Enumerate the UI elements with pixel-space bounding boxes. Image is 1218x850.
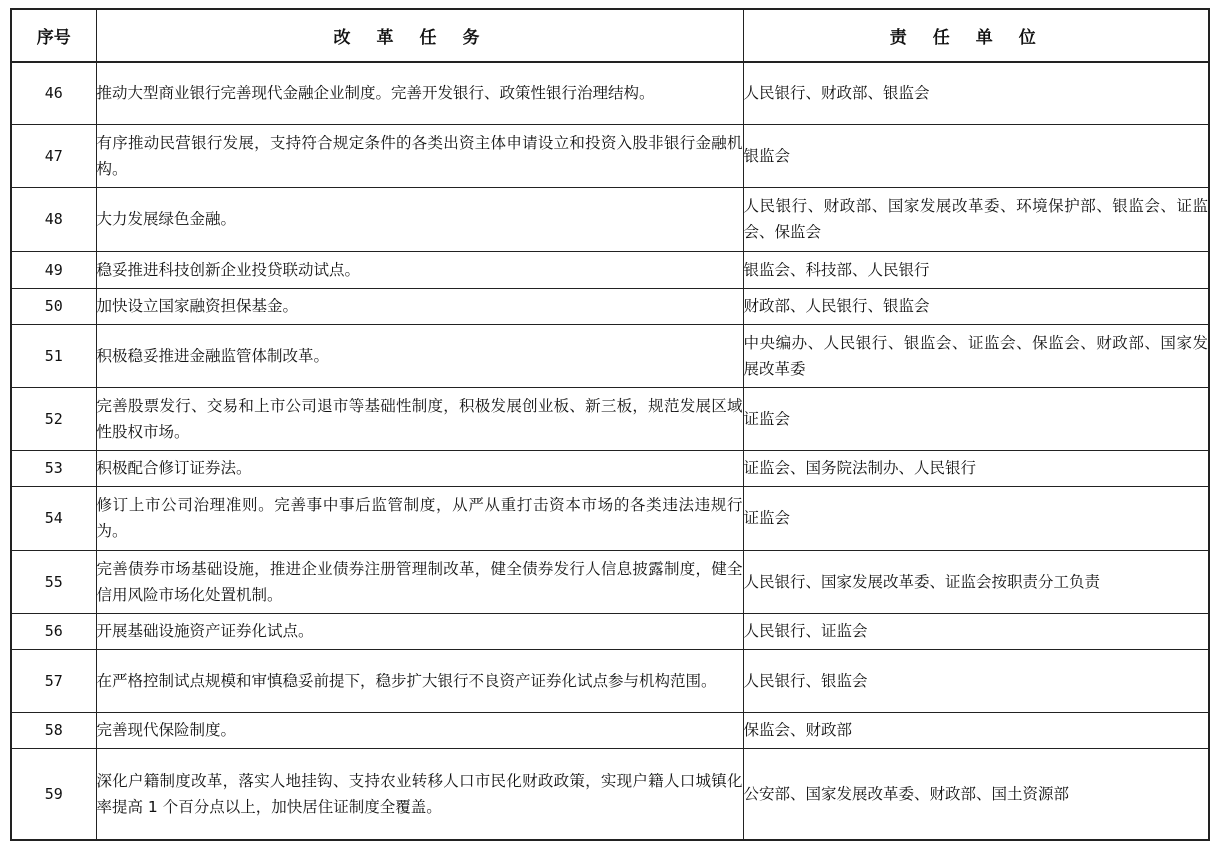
table-row — [11, 324, 1209, 387]
row-unit: 人民银行、财政部、银监会 — [743, 62, 1209, 124]
row-number: 47 — [11, 124, 96, 187]
table-row — [11, 450, 1209, 486]
table-row — [11, 712, 1209, 748]
row-task: 在严格控制试点规模和审慎稳妥前提下，稳步扩大银行不良资产证券化试点参与机构范围。 — [96, 649, 743, 712]
table-row — [11, 288, 1209, 324]
row-task: 完善现代保险制度。 — [96, 712, 743, 748]
table-row — [11, 251, 1209, 288]
row-number: 59 — [11, 748, 96, 840]
row-unit: 人民银行、财政部、国家发展改革委、环境保护部、银监会、证监会、保监会 — [743, 187, 1209, 251]
table-row — [11, 550, 1209, 613]
header-number: 序号 — [11, 9, 96, 62]
row-task: 深化户籍制度改革，落实人地挂钩、支持农业转移人口市民化财政政策，实现户籍人口城镇化率提高 1 个百分点以上，加快居住证制度全覆盖。 — [96, 748, 743, 840]
row-unit: 银监会 — [743, 124, 1209, 187]
table-row — [11, 748, 1209, 840]
table-row — [11, 62, 1209, 124]
reform-task-table — [10, 8, 1210, 841]
row-unit: 证监会、国务院法制办、人民银行 — [743, 450, 1209, 486]
row-task: 修订上市公司治理准则。完善事中事后监管制度，从严从重打击资本市场的各类违法违规行为。 — [96, 486, 743, 550]
document-page — [10, 8, 1208, 846]
row-unit: 银监会、科技部、人民银行 — [743, 251, 1209, 288]
table-row — [11, 187, 1209, 251]
row-task: 推动大型商业银行完善现代金融企业制度。完善开发银行、政策性银行治理结构。 — [96, 62, 743, 124]
header-task: 改革任务 — [96, 9, 743, 62]
row-task: 大力发展绿色金融。 — [96, 187, 743, 251]
row-task: 开展基础设施资产证券化试点。 — [96, 613, 743, 649]
header-unit: 责任单位 — [743, 9, 1209, 62]
row-task: 完善债券市场基础设施，推进企业债券注册管理制改革，健全债券发行人信息披露制度，健全信用风险市场化处置机制。 — [96, 550, 743, 613]
row-task: 加快设立国家融资担保基金。 — [96, 288, 743, 324]
row-number: 56 — [11, 613, 96, 649]
row-unit: 公安部、国家发展改革委、财政部、国土资源部 — [743, 748, 1209, 840]
row-number: 54 — [11, 486, 96, 550]
row-unit: 证监会 — [743, 387, 1209, 450]
row-task: 稳妥推进科技创新企业投贷联动试点。 — [96, 251, 743, 288]
row-unit: 中央编办、人民银行、银监会、证监会、保监会、财政部、国家发展改革委 — [743, 324, 1209, 387]
row-number: 58 — [11, 712, 96, 748]
row-number: 55 — [11, 550, 96, 613]
table-row — [11, 486, 1209, 550]
row-number: 49 — [11, 251, 96, 288]
row-unit: 保监会、财政部 — [743, 712, 1209, 748]
row-task: 有序推动民营银行发展，支持符合规定条件的各类出资主体申请设立和投资入股非银行金融机构。 — [96, 124, 743, 187]
row-task: 积极稳妥推进金融监管体制改革。 — [96, 324, 743, 387]
table-row — [11, 649, 1209, 712]
row-number: 51 — [11, 324, 96, 387]
table-header-row — [11, 9, 1209, 62]
row-number: 46 — [11, 62, 96, 124]
row-task: 积极配合修订证券法。 — [96, 450, 743, 486]
row-unit: 证监会 — [743, 486, 1209, 550]
row-number: 48 — [11, 187, 96, 251]
row-number: 57 — [11, 649, 96, 712]
table-row — [11, 124, 1209, 187]
table-row — [11, 613, 1209, 649]
row-unit: 人民银行、银监会 — [743, 649, 1209, 712]
row-number: 53 — [11, 450, 96, 486]
row-number: 50 — [11, 288, 96, 324]
row-unit: 人民银行、国家发展改革委、证监会按职责分工负责 — [743, 550, 1209, 613]
table-row — [11, 387, 1209, 450]
row-unit: 财政部、人民银行、银监会 — [743, 288, 1209, 324]
row-unit: 人民银行、证监会 — [743, 613, 1209, 649]
row-task: 完善股票发行、交易和上市公司退市等基础性制度，积极发展创业板、新三板，规范发展区域性股权市场。 — [96, 387, 743, 450]
row-number: 52 — [11, 387, 96, 450]
